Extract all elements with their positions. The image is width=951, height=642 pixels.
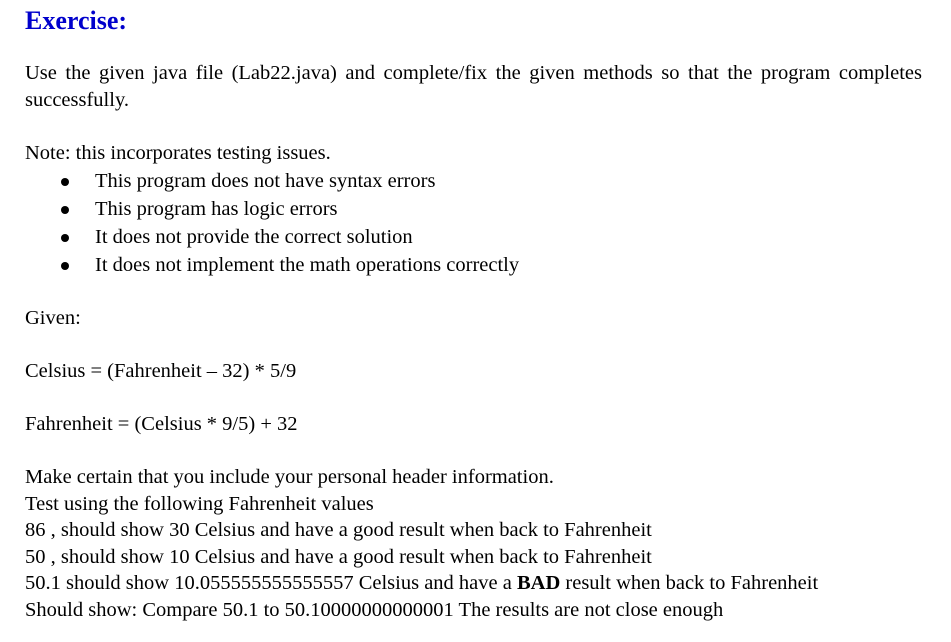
bullet-dot-icon	[61, 234, 69, 242]
test-case-50-1	[25, 570, 922, 597]
exercise-heading: Exercise:	[25, 6, 128, 35]
intro-paragraph: Use the given java file (Lab22.java) and complete/fix the given methods so that the program completes successfully.	[25, 62, 922, 111]
document-body	[25, 0, 922, 623]
bullet-dot-icon	[61, 178, 69, 186]
bullet-dot-icon	[61, 262, 69, 270]
note-bullet-item	[25, 223, 922, 251]
test-case-50-1-prefix: 50.1 should show 10.055555555555557 Celsius and have a	[25, 572, 517, 594]
note-title: Note: this incorporates testing issues.	[25, 142, 331, 164]
note-bullet-text: It does not implement the math operations correctly	[95, 254, 520, 276]
note-bullet-list	[25, 167, 922, 279]
note-bullet-item	[25, 251, 922, 279]
bullet-dot-icon	[61, 206, 69, 214]
celsius-formula: Celsius = (Fahrenheit – 32) * 5/9	[25, 360, 297, 382]
expected-output: Should show: Compare 50.1 to 50.10000000000001 The results are not close enough	[25, 598, 724, 621]
test-case-50: 50 , should show 10 Celsius and have a good result when back to Fahrenheit	[25, 545, 652, 568]
test-case-50-1-suffix: result when back to Fahrenheit	[560, 572, 819, 594]
note-bullet-item	[25, 195, 922, 223]
test-case-86: 86 , should show 30 Celsius and have a good result when back to Fahrenheit	[25, 519, 652, 541]
note-bullet-text: It does not provide the correct solution	[95, 226, 413, 248]
note-bullet-text: This program does not have syntax errors	[95, 170, 436, 192]
header-info-instruction: Make certain that you include your personal header information.	[25, 466, 554, 488]
given-label: Given:	[25, 307, 81, 329]
note-bullet-text: This program has logic errors	[95, 198, 338, 220]
fahrenheit-formula: Fahrenheit = (Celsius * 9/5) + 32	[25, 413, 298, 435]
test-intro: Test using the following Fahrenheit values	[25, 492, 374, 515]
bad-emphasis: BAD	[516, 572, 561, 594]
note-bullet-item	[25, 167, 922, 195]
